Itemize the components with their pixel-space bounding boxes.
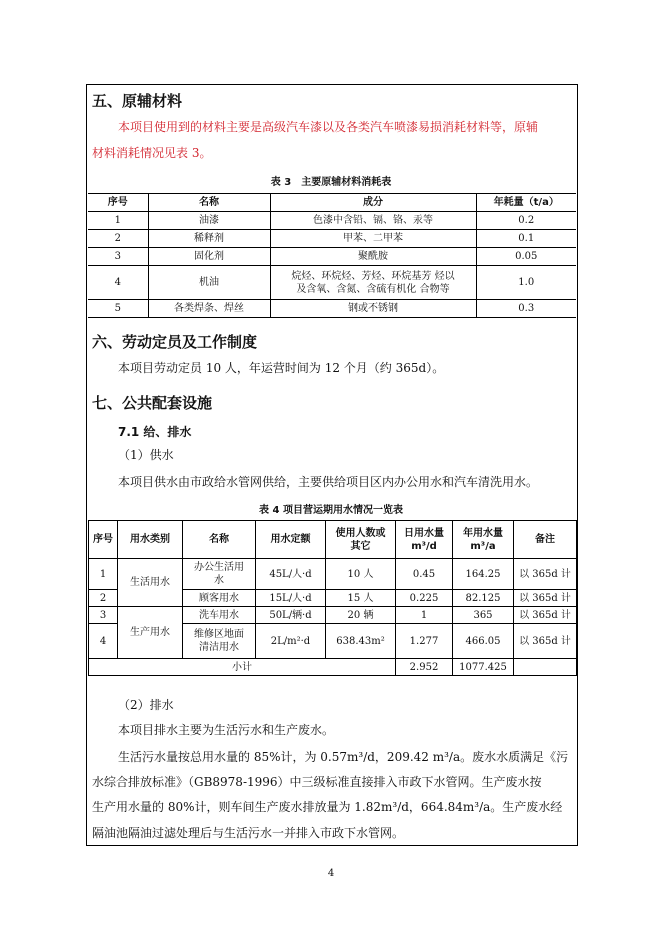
cell-daily: 0.225 — [396, 590, 453, 607]
cell-no: 1 — [88, 212, 148, 230]
table-row — [89, 559, 577, 590]
cell-quota: 50L/辆·d — [256, 607, 326, 624]
cell-composition: 聚酰胺 — [270, 248, 476, 266]
cell-name: 顾客用水 — [183, 590, 256, 607]
table-4-header-daily — [396, 521, 453, 559]
cell-category-production: 生产用水 — [118, 607, 183, 659]
cell-name-line-2: 清洁用水 — [199, 642, 239, 653]
table-4 — [88, 520, 577, 676]
table-3-caption: 表 3 主要原辅材料消耗表 — [270, 177, 392, 188]
cell-composition-line-1: 烷烃、环烷烃、芳烃、环烷基芳 烃以 — [291, 270, 455, 282]
page-number: 4 — [327, 868, 335, 879]
cell-name-line-1: 办公生活用 — [194, 562, 244, 573]
cell-daily: 0.45 — [396, 559, 453, 590]
table-4-header-category: 用水类别 — [118, 521, 183, 559]
cell-no: 4 — [88, 266, 148, 300]
cell-no: 3 — [88, 248, 148, 266]
table-3-header-row — [88, 194, 576, 212]
table-3 — [88, 193, 576, 318]
cell-name: 固化剂 — [148, 248, 270, 266]
cell-daily: 1 — [396, 607, 453, 624]
cell-no: 3 — [89, 607, 118, 624]
section-7-heading: 七、公共配套设施 — [92, 394, 213, 412]
section-7-1-heading: 7.1 给、排水 — [118, 425, 192, 439]
cell-category-life: 生活用水 — [118, 559, 183, 607]
cell-name: 机油 — [148, 266, 270, 300]
drainage-line-2: 生活污水量按总用水量的 85%计，为 0.57m³/d，209.42 m³/a。废水水质满足《污 — [118, 750, 569, 764]
table-4-caption: 表 4 项目营运期用水情况一览表 — [259, 505, 403, 516]
cell-people: 638.43m² — [326, 624, 396, 659]
table-4-header-people-line-1: 使用人数或 — [335, 527, 386, 539]
cell-name: 洗车用水 — [183, 607, 256, 624]
table-row — [88, 212, 576, 230]
cell-total-yearly: 1077.425 — [453, 659, 514, 676]
table-total-row — [89, 659, 577, 676]
cell-no: 2 — [89, 590, 118, 607]
cell-total-label: 小计 — [89, 659, 396, 676]
table-4-header-quota: 用水定额 — [256, 521, 326, 559]
drainage-line-5: 隔油池隔油过滤处理后与生活污水一并排入市政下水管网。 — [92, 826, 405, 840]
section-5-heading: 五、原辅材料 — [92, 92, 183, 110]
cell-quota: 45L/人·d — [256, 559, 326, 590]
cell-remark: 以 365d 计 — [514, 624, 577, 659]
table-3-header-name: 名称 — [148, 194, 270, 212]
table-row — [88, 300, 576, 318]
table-row — [89, 607, 577, 624]
table-3-header-composition: 成分 — [270, 194, 476, 212]
table-4-header-yearly-line-1: 年用水量 — [463, 527, 503, 539]
cell-total-remark — [514, 659, 577, 676]
drainage-line-3: 水综合排放标准》（GB8978-1996）中三级标准直接排入市政下水管网。生产废水按 — [92, 775, 542, 789]
cell-composition: 色漆中含铅、镉、铬、汞等 — [270, 212, 476, 230]
table-row — [88, 230, 576, 248]
cell-name-line-1: 维修区地面 — [194, 629, 244, 640]
drainage-line-4: 生产用水量的 80%计，则车间生产废水排放量为 1.82m³/d，664.84m³/a。生产废水经 — [92, 800, 563, 814]
section-6-heading: 六、劳动定员及工作制度 — [92, 333, 258, 351]
cell-amount: 0.1 — [476, 230, 576, 248]
cell-amount: 0.2 — [476, 212, 576, 230]
table-4-header-remark: 备注 — [514, 521, 577, 559]
cell-composition-line-2: 及含氧、含氮、含硫有机化 合物等 — [296, 283, 450, 295]
cell-quota: 15L/人·d — [256, 590, 326, 607]
table-4-header-yearly — [453, 521, 514, 559]
table-4-header-yearly-line-2: m³/a — [470, 540, 496, 552]
cell-no: 4 — [89, 624, 118, 659]
table-row — [88, 248, 576, 266]
cell-amount: 0.05 — [476, 248, 576, 266]
section-5-paragraph-line-2: 材料消耗情况见表 3。 — [92, 146, 212, 160]
cell-yearly: 82.125 — [453, 590, 514, 607]
cell-amount: 0.3 — [476, 300, 576, 318]
cell-amount: 1.0 — [476, 266, 576, 300]
drainage-line-1: 本项目排水主要为生活污水和生产废水。 — [118, 723, 335, 737]
table-4-header-people-line-2: 其它 — [350, 540, 371, 552]
cell-people: 10 人 — [326, 559, 396, 590]
cell-no: 5 — [88, 300, 148, 318]
cell-yearly: 466.05 — [453, 624, 514, 659]
water-supply-label: （1）供水 — [118, 448, 174, 462]
cell-quota: 2L/m²·d — [256, 624, 326, 659]
cell-name — [183, 559, 256, 590]
cell-composition: 甲苯、二甲苯 — [270, 230, 476, 248]
table-4-header-name: 名称 — [183, 521, 256, 559]
cell-daily: 1.277 — [396, 624, 453, 659]
cell-people: 15 人 — [326, 590, 396, 607]
cell-no: 1 — [89, 559, 118, 590]
cell-remark: 以 365d 计 — [514, 607, 577, 624]
cell-name-line-2: 水 — [214, 575, 224, 586]
cell-total-daily: 2.952 — [396, 659, 453, 676]
table-3-header-amount: 年耗量（t/a） — [476, 194, 576, 212]
cell-composition — [270, 266, 476, 300]
cell-name: 稀释剂 — [148, 230, 270, 248]
drainage-label: （2）排水 — [118, 698, 174, 712]
water-supply-paragraph: 本项目供水由市政给水管网供给，主要供给项目区内办公用水和汽车清洗用水。 — [118, 475, 539, 489]
cell-composition: 钢或不锈钢 — [270, 300, 476, 318]
section-5-paragraph-line-1: 本项目使用到的材料主要是高级汽车漆以及各类汽车喷漆易损消耗材料等，原辅 — [118, 120, 539, 134]
cell-remark: 以 365d 计 — [514, 559, 577, 590]
cell-name — [183, 624, 256, 659]
cell-name: 各类焊条、焊丝 — [148, 300, 270, 318]
cell-people: 20 辆 — [326, 607, 396, 624]
table-4-header-daily-line-2: m³/d — [411, 540, 437, 552]
cell-yearly: 365 — [453, 607, 514, 624]
cell-name: 油漆 — [148, 212, 270, 230]
table-4-header-people — [326, 521, 396, 559]
section-6-paragraph: 本项目劳动定员 10 人，年运营时间为 12 个月（约 365d）。 — [118, 361, 445, 375]
table-4-header-daily-line-1: 日用水量 — [404, 527, 444, 539]
cell-yearly: 164.25 — [453, 559, 514, 590]
cell-remark: 以 365d 计 — [514, 590, 577, 607]
cell-no: 2 — [88, 230, 148, 248]
table-3-header-no: 序号 — [88, 194, 148, 212]
table-4-header-row — [89, 521, 577, 559]
table-4-header-no: 序号 — [89, 521, 118, 559]
table-row — [88, 266, 576, 300]
